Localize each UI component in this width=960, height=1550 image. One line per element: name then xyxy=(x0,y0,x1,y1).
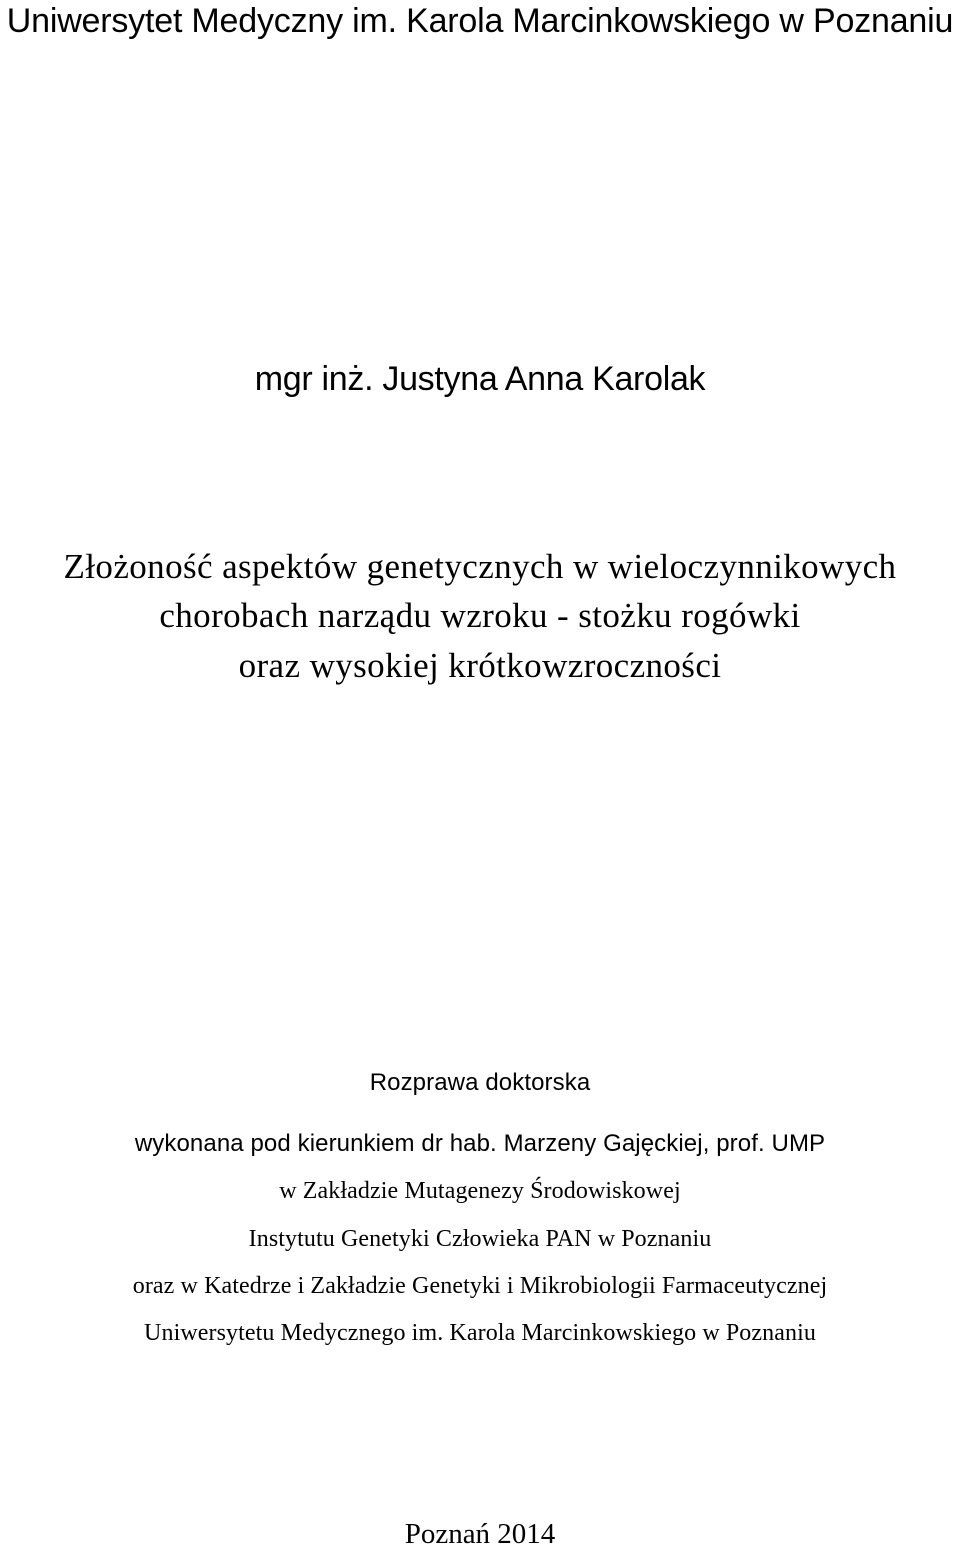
university-name: Uniwersytet Medyczny im. Karola Marcinkowskiego w Poznaniu xyxy=(6,2,954,40)
author-name: mgr inż. Justyna Anna Karolak xyxy=(254,360,706,398)
supervisor-line: wykonana pod kierunkiem dr hab. Marzeny Gajęckiej, prof. UMP xyxy=(134,1130,826,1157)
department-line: w Zakładzie Mutagenezy Środowiskowej xyxy=(279,1178,681,1204)
thesis-title-line: chorobach narządu wzroku - stożku rogówki xyxy=(159,596,801,635)
university-affiliation-line: Uniwersytetu Medycznego im. Karola Marcinkowskiego w Poznaniu xyxy=(144,1320,816,1346)
second-department-line: oraz w Katedrze i Zakładzie Genetyki i Mikrobiologii Farmaceutycznej xyxy=(132,1273,828,1299)
thesis-title-line: Złożoność aspektów genetycznych w wieloczynnikowych xyxy=(63,547,897,586)
institute-line: Instytutu Genetyki Człowieka PAN w Poznaniu xyxy=(248,1226,712,1252)
place-and-year: Poznań 2014 xyxy=(404,1518,556,1550)
thesis-type: Rozprawa doktorska xyxy=(369,1069,591,1096)
thesis-title-line: oraz wysokiej krótkowzroczności xyxy=(238,646,722,685)
